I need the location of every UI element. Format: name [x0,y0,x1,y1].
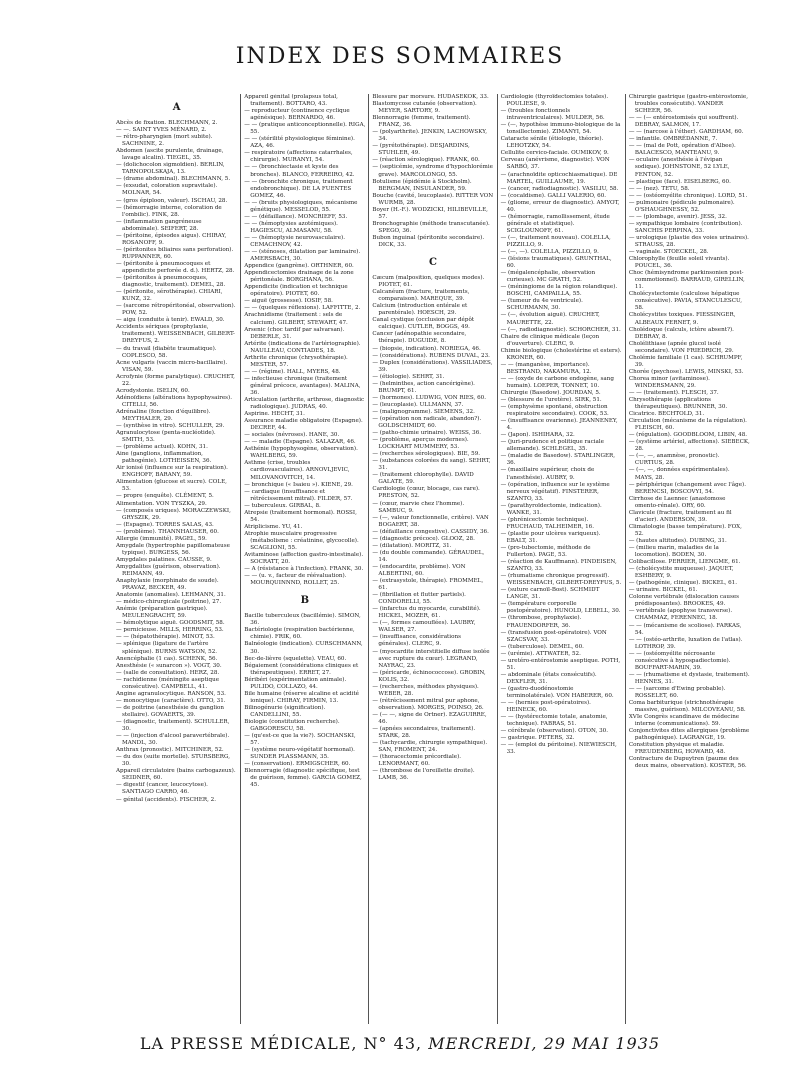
index-entry: — (thrombose, prophylaxie). FRAUENDORFER, 36. [500,615,582,629]
index-entry: — (recherches, méthodes physiques). WEBER, 28. [372,683,479,697]
index-entry: Canal cystique (occlusion par dépôt calcique). CUTLER, BOGGS, 49. [372,317,475,331]
index-entry: — — (plombage, avenir). JESS, 32. [628,213,727,220]
index-entry: — vertébrale (apophyse transverse). CHAMMAZ, FERENNEC, 18. [628,608,733,622]
index-entry: Chrysothérapie (applications thérapeutiques). BRUNNER, 30. [628,397,728,411]
index-entry: — — (manganèse, importance). BESTRAND, NAKAMURA, 12. [500,361,592,375]
index-entry: — hémolytique aiguë. GOODSMIT, 58. [116,620,225,627]
index-entry: Climatologie (basse température). FOX, 52. [628,523,742,537]
index-entry: — reproducteur (continence cyclique agénésique). BERNARDO, 46. [244,108,350,122]
index-entry: — digestif (cancer, leucocytose). SANTIAGO CARRO, 46. [116,782,208,796]
index-entry: — (opération non radicale, abandon?). GOLDSCHMIDT, 60. [372,415,482,430]
index-entry: Clavicule (fracture, traitement au fil d'acier). ANDERSON, 39. [628,509,732,523]
index-entry: — (pyrétothérapie). DESJARDINS, STUHLER, 49. [372,143,470,157]
index-entry: Cataracte sénile (étiologie, théorie). LEHOTZKY, 54. [500,136,604,150]
index-column [240,94,368,1024]
index-entry: — urologique (plastie des voies urinaires). STRAUSS, 28. [628,234,749,248]
index-entry: Alimentation. VON TYSZKA, 29. [116,500,207,507]
index-entry: — génital (accidents). FISCHER, 2. [116,796,216,803]
index-entry: — du travail (diabète traumatique). COPLESCO, 58. [116,345,217,359]
index-entry: — splénique (ligature de l'artère splénique). BURNS WATSON, 52. [116,641,218,655]
index-entry: — plastique (face). EISELBERG, 60. [628,178,731,185]
index-entry: — abdominale (états consécutifs). DEXFLER, 31. [500,671,597,685]
index-entry: — urinaire. BICKEL, 61. [628,587,698,594]
index-entry: — (—, valeur fonctionnelle, critère). VAN BOGAERT, 38. [372,514,489,528]
index-entry: — (hémorragie, ramollissement, étude générale et statistique). SCIGLOUNOFF, 61. [500,213,610,234]
index-entry: Arthrite chronique (chrysothérapie). MESTER, 57. [244,354,348,368]
index-entry: Anémie (préparation gastrique). MEULENGRACHT, 59. [116,606,208,620]
index-entry: — (phrénicectomie technique). FRUCHAUD, TALHEIMER, 16. [500,516,594,530]
index-entry: Cholémie familiale (1 cas). SCHRUMPF, 39. [628,354,743,368]
index-entry: — (—, évolution aiguë). CRUCHET, MAURETTE, 22. [500,312,600,326]
index-entry: — (tumeur du 4e ventricule). SCHURMANN, 30. [500,298,583,312]
index-entry: — (juri-prudence et politique raciale allemande). SCHLEGEL, 35. [500,439,604,453]
index-entry: Contracture de Dupuytren (paume des deux mains, observation). KOSTER, 56. [628,756,747,770]
index-entry: — (système neuro-végétatif hormonal). SUNDER PLASSMANN, 35. [244,747,355,761]
index-entry: — (blessure de l'uretère). SIRK, 51. [500,397,602,404]
index-entry: — (cancer, radiodiagnostic). VASILIU, 58. [500,185,619,192]
index-entry: Appendicectomies drainage de la zone péritonéale. BORGHANA, 56. [244,270,354,284]
index-entry: — — maladie (Espagne). SALAZAR, 46. [244,439,356,446]
index-entry: XVIe Congrès scandinave de médecine interne (communications). 59. [628,714,740,728]
page-title: INDEX DES SOMMAIRES [235,44,565,69]
index-entry: Botulisme (épidémie à Stockholm). BERGMAN, INSULANDER, 59. [372,178,472,192]
index-entry: Abcès de fixation. BLECHMANN, 2. [116,120,218,126]
index-entry: Colonne vertébrale (dislocation causes prédisposantes). BROOKES, 49. [628,594,740,608]
index-entry: — — (bronchite chronique, traitement endobronchique). DE LA FUENTES GOMEZ, 46. [244,178,353,199]
index-entry: — (—, —). COLELLA, PIZZILLO, 9. [500,249,599,256]
footer-date: MERCREDI, 29 MAI 1935 [428,1034,661,1053]
index-entry: — (gliome, erreur de diagnostic). AMYOT, 40. [500,199,620,213]
index-entry: Cæcum (malposition, quelques modes). PIOTET, 61. [372,275,485,289]
index-entry: — — (ostéo-arthrite, luxation de l'atlas). LOTHROP, 39. [628,636,743,650]
index-entry: Blastomycose cutanée (observation). MEYER, SARTORY, 9. [372,101,477,115]
index-entry: Allergie (immunité). PAGEL, 59. [116,535,207,542]
index-entry: — A (résistance à l'infection). FRANK, 30. [244,566,364,573]
index-entry: — tuberculeux. GIRBAL, 8. [244,502,321,509]
index-entry: — aigu (conduite à tenir). EWALD, 30. [116,317,225,324]
index-entry: — (septicémie, syndrome d'hypochlorémie grave). MARCOLONGO, 55. [372,164,493,178]
index-entry: Alimentation (glucose et sucre). COLE, 53. [116,479,227,493]
index-column [368,94,496,1024]
index-entry: — (hémorragie interne, coloration de l'ombilic). FINK, 28. [116,204,222,218]
index-entry: — (thoracectomie précordiale). LENORMANT, 60. [372,754,462,768]
index-entry: — — (nez). TETU, 58. [628,185,690,192]
index-entry: Cardiologie (cœur, blocage, cas rare). PRESTON, 52. [372,486,480,500]
index-entry: — infectieuse chronique (traitement général précoce, avantages). MALINA, 36. [244,375,361,396]
index-entry: — (tuberculose). DEMEL, 60. [500,643,584,650]
index-entry: — (inflammation gangréneuse abdominale). SEIFERT, 28. [116,218,202,232]
index-entry: — cérébrale (observation). OTON, 30. [500,728,608,735]
index-entry: Artérite (indications de l'artériographie). NAULLEAU, CONTIADES, 18. [244,340,361,354]
index-entry: — gastrique. PETERS, 32. [500,735,575,742]
index-entry: Calcanéum (fracture, traitements, comparaison). MAREQUE, 39. [372,289,470,303]
index-entry: — (suture carnoïl-Bost). SCHMIDT LANGE, 31. [500,587,600,601]
index-column [625,94,753,1024]
index-entry: — (péritoine, épisodes aigus). CHIRAY, ROSANOFF, 9. [116,232,227,246]
index-entry: Acrodystonie. ISELIN, 60. [116,387,190,394]
index-entry: — (composés uriques). MORACZEWSKI, GRYSZIK, 29. [116,507,231,521]
index-entry: Choc (hémisyndrome parkinsonien post-commotionnel). BARRAUD, GIRELLIN, 11. [628,270,745,291]
index-entry: — (péricarde, échinococcose). GROBIN, KOLIS, 32. [372,669,486,683]
index-entry: — —. SAINT YVES MÉNARD, 2. [116,127,207,134]
index-entry: Accidents sériques (prophylaxie, traitement). WEISSENBACH, GILBERT-DREYFUS, 2. [116,324,235,345]
index-entry: — (maladie de Basedow). STARLINGER, 36. [500,453,616,467]
index-entry: — (régulation). GOODBLOOM, LIBIN, 48. [628,432,748,439]
index-entry: — — (injection d'alcool paravertébrale). MANDL, 30. [116,733,230,747]
index-entry: Bactériologie (respiration bactérienne, chimie). FRIK, 60. [244,627,355,641]
index-entry: — (traitement chlorophylle). DAVID GALATE, 59. [372,472,474,486]
index-entry: — sociales (névroses). HANE, 30. [244,432,340,439]
index-entry: — (température corporelle postopératoire). HUNOLD, LEBELL, 30. [500,601,621,615]
index-entry: — (—, formes camouflées). LAUBRY, WALSER, 27. [372,620,476,634]
index-entry: Anatomie (anomalies). LEHMANN, 31. [116,592,226,599]
index-entry: — (péritonite, sérothérapie). CHIARI, KUNZ, 32. [116,289,223,303]
index-entry: Chirurgie (Basedow). JOURDAN, 5. [500,389,601,396]
index-entry: Air ionisé (influence sur la respiration). ENGHOFF, BARANY, 59. [116,465,228,479]
index-entry: Amygdale (hypertrophie papillomateuse typique). BURGESS, 56. [116,542,230,556]
index-entry: — (dolichocolon sigmoïdien). BERLIN, TARNOPOLSKAJA, 13. [116,162,225,176]
index-entry: — — (oxyde de carbone endogène, sang humain). LOEPER, TONNET, 10. [500,375,614,389]
index-entry: — rachidienne (méningite aseptique consécutive). CAMPBELL, 41. [116,676,220,690]
index-entry: — — (hépatothérapie). MINOT, 53. [116,634,215,641]
index-entry: — (tachycardie, chirurgie sympathique). SAN, FROMENT, 24. [372,740,488,754]
index-entry: — (thrombose de l'oreillette droite). LAMB, 36. [372,768,475,782]
index-entry: Bégaiement (considérations cliniques et thérapeutiques). ERRET, 27. [244,662,359,676]
index-entry: Blessure par morsure. HUDASEKOK, 33. [372,94,489,100]
index-entry: — (sarcome rétropéritonéal, observation). POW, 52. [116,303,236,317]
index-entry: Acrofynie (forme paralytique). CRUCHET, 22. [116,373,235,387]
index-entry: Cicatrice. BECHTOLD, 31. [628,411,705,418]
index-entry: — — (ostéomyélite nécrosante consécutive à hypospadiectomie). BOUFFART-MARIN, 39. [628,650,731,671]
index-entry: — (malignogramme). SIEMENS, 32. [372,408,475,415]
index-entry: — (péritonites biliaires sans perforation). RUPPANNER, 60. [116,246,234,260]
index-entry: — (troubles fonctionnels intraventriculaires). MULDER, 56. [500,108,605,122]
index-entry: — (Japon). ISHIHARA, 32. [500,432,575,439]
index-entry: — monocytique (caractère). OTTO, 31. [116,697,226,704]
index-entry: Bronchographie (méthode transcutanée). SPEGO, 36. [372,220,490,234]
index-entry: — (rétrécissement mitral pur aphone, observation). MORGES, POINSO, 26. [372,697,484,711]
index-entry: — (hormones). LUDWIG, VON RIES, 60. [372,394,486,401]
index-entry: — — (rhumatisme et dystasie, traitement). HENNES, 31. [628,671,750,685]
index-entry: — (qu'est-ce que la vie?). SOCHANSKI, 57. [244,733,356,747]
index-entry: — (diagnostic, traitement). SCHULLER, 30. [116,718,230,733]
index-entry: — (pathogénie, clinique). BICKEL, 61. [628,580,738,587]
index-entry: Cholédoque (calculs, ictère absent?). DEBRAY, 8. [628,326,734,340]
index-entry: Cholécystites toxiques. FIESSINGER, ALBEAUX FERNET, 9. [628,312,736,326]
index-entry: — infantile. OMBRÉDANNE, 7. [628,136,718,143]
index-entry: Avitaminose (affection gastro-intestinale). SOCRATT, 20. [244,552,364,566]
index-entry: Bile humaine (réserve alcaline et acidité ionique). CHIRAY, FIRMIN, 13. [244,690,359,704]
index-entry: — — (hémoptysies azotémiques). HAGIESCU, ALMASANU, 58. [244,220,338,234]
index-columns [113,94,753,1024]
index-entry: — (extrasystole, thérapie). FROMMEL, 61. [372,578,484,592]
index-entry: — médico-chirurgicale (poitrine), 27. [116,599,222,606]
index-entry: Amygdalites (guérison, observation). REIMANN, 49. [116,563,221,577]
section-letter: C [429,257,437,269]
index-column [497,94,625,1024]
index-entry: Calcium (introduction entérale et parentérale). HOESCH, 29. [372,303,468,317]
index-entry: — (cholécystite muqueuse). JAQUET, ESHBERY, 9. [628,566,734,580]
index-entry: — (péritonites à pneumocoques, diagnostic, traitement). DEMEL, 28. [116,275,226,289]
index-entry: — (—, traitement nouveau). COLELLA, PIZZILLO, 9. [500,234,611,248]
index-entry: — — (ostéomyélite chronique). LORD, 51. [628,192,748,199]
index-entry: — (endocardite, problème). VON ALBERTINI, 60. [372,563,466,577]
index-entry: Adénoïdiens (altérations hypophysaires). CITELLI, 56. [116,394,233,408]
index-entry: — (pro-tubectomie, méthode de Fullerton). PAGE, 53. [500,545,591,559]
index-entry: Chaire de clinique médicale (leçon d'ouverture). CLERC, 9. [500,333,600,347]
index-entry: — uretéro-entérostomie aseptique. POTH, 51. [500,657,621,671]
index-entry: Chlorophylle (feuille soleil vivants). POUCEL, 36. [628,256,730,270]
index-entry: — (myocardite interstitielle diffuse isolée avec rupture du cœur). LEGRAND, NAYRAC, 23. [372,648,490,669]
index-entry: — — (u. v., facteur de réévaluation). MOURQUINNND, ROLLET, 25. [244,573,347,587]
index-entry: — aiguë (grossesse). IOSIF, 58. [244,298,333,305]
index-entry: — (Espagne). TORRES SALAS, 43. [116,521,214,528]
index-entry: Bilinogénurie (signification). CANDELLINI, 55. [244,704,326,718]
index-entry: — propre (enquête). CLÉMENT, 5. [116,493,214,500]
index-entry: Anaphylaxie (morphinate de soude). PRAVAZ, BECKER, 49. [116,578,219,592]
index-entry: — — (défaillance). MONCRIEFF, 53. [244,213,348,220]
index-entry: — (cocaïdisme). GALLI VALERIO, 60. [500,192,607,199]
index-entry: Adrénaline (fonction d'équilibre). MEYTHALER, 29. [116,408,211,422]
section-letter: B [300,595,310,607]
index-entry: — — (pratique anticonceptionnelle). RIGA, 55. [244,122,366,136]
index-entry: Appendice (gangrène). ORTHNER, 60. [244,263,354,270]
index-entry: — (hautes altitudes). DUBING, 31. [628,537,727,544]
index-entry: — (polyarthrite). JENKIN, LACHOWSKY, 34. [372,129,488,143]
index-entry: Assurance maladie obligatoire (Espagne). DECREF, 44. [244,418,363,432]
index-entry: — périphérique (changement avec l'âge). BERENCSI, BOSCOVYI, 54. [628,481,746,495]
index-entry: — (patho-chimie urinaire). WEISS, 36. [372,430,482,437]
index-entry: — (lésions traumatiques). GRUNTHAL, 60. [500,256,612,270]
index-entry: — cardiaque (insuffisance et rétrécissement mitral). FILDER, 57. [244,488,353,502]
index-entry: Cholélithiase (apnée glucol isolé secondaire). VON FRIEDRICH, 29. [628,340,734,354]
index-entry: Anesthésie (« sunarcon »). VOGT, 30. [116,662,222,669]
index-entry: — (parathyroïdectomie, indication). WANKE, 31. [500,502,602,516]
index-entry: — (méningiome de la région rolandique). BOSCHI, CAMPAILLA, 55. [500,284,618,298]
index-entry: Chirurgie gastrique (gastro-entérostomie, troubles consécutifs). VANDER SCHEER, 56. [628,94,748,115]
index-entry: Angine agranulocytique. RANSON, 53. [116,690,226,697]
index-entry: — (apnées secondaires, traitement). STARK, 28. [372,726,476,740]
index-entry: — (—, radiodiagnostic). SCHORCHER, 31. [500,326,621,333]
index-entry: — — (bronchiectasie et kyste des bronches). BLANCO, FERREIRO, 42. [244,164,355,178]
index-entry: Chorea minor (avitaminose). WINDERSMANN, 29. [628,375,710,389]
footer-journal: LA PRESSE MÉDICALE, N° 43, [139,1034,423,1053]
index-entry: — Duplex (considérations). VASSILIADES, 39. [372,359,493,373]
index-entry: Bouche (cavité, leucoplasie). RITTER VON WURMB, 28. [372,192,494,206]
index-entry: — — (mal de Pott, opération d'Albee). BALACESCO, MANTEANU, 9. [628,143,736,157]
index-entry: Arachnidisme (traitement : sels de calcium). GILBERT, STEWART, 47. [244,312,348,326]
index-entry: — (problème actuel). KOHN, 31. [116,444,208,451]
index-entry: — (maxillaire supérieur, choix de l'anesthésie). AUBRY, 9. [500,467,595,481]
index-entry: Acne vulgaris (vaccin micro-bacillaire). VISAN, 59. [116,359,228,373]
index-entry: — (gros épiploon, valeur). ISCHAU, 28. [116,197,228,204]
index-entry: Blennorragie (femme, traitement). FRANZ, 36. [372,115,471,129]
index-entry: — — (sténoses, dilatation par laminaire). AMERSBACH, 30. [244,249,361,263]
page-footer [0,1034,800,1053]
index-entry: Aine (ganglions, inflammation, pathogénie). LOTHEISSEN, 36. [116,451,212,465]
index-entry: Atrophie musculaire progressive (métabolisme : créatinine, glycocolle). SCAGLIONI, 55. [244,530,359,551]
index-entry: Cholécystectomie (calculose hépatique consécutive). PAVIA, STANCULESCU, 58. [628,291,743,312]
index-entry: Boyer (H.-F.). WODZICKI, HILIBEVILLE, 57. [372,206,488,220]
index-entry: — (défaillance congestive). CASSIDY, 36. [372,528,489,535]
index-entry: Asthénie (hypophysogène, observation). WAHLBERG, 59. [244,446,358,460]
index-entry: Balnéologie (indication). CURSCHMANN, 30. [244,641,363,655]
index-entry: Chimie biologique (cholestérine et esters). KRONER, 60. [500,347,622,361]
index-entry: Anthrax (pronostic). MITCHINER, 52. [116,747,224,754]
index-entry: — bronchique (« Isaieu »). KIENE, 29. [244,481,353,488]
index-entry: — (système artériel, affections). SIEBECK, 28. [628,439,750,453]
index-entry: Colibacillose. PERRIER, LIENGME, 61. [628,559,741,566]
index-entry: — — (régime). HALL, MYERS, 48. [244,368,341,375]
index-entry: Bacille tuberculeux (bacillémie). SIMON, 36. [244,613,361,627]
index-entry: Cancer (adénopathie secondaire, thérapie). DUGUIDE, 8. [372,331,467,345]
index-entry: Asthme (crise, troubles cardiovasculaires). ARNOVLJEVIC, MILOVANOVITCH, 14. [244,460,350,481]
index-entry: — (fibrillation et flutter partiels). CONDORELLI, 55. [372,592,466,606]
index-entry: — (— —, signe de Ortner). EZAGUIRRE, 46. [372,711,487,725]
index-entry: — respiratoire (affections catarrhales, chirurgie). MURANYI, 54. [244,150,353,164]
index-entry: Coma barbiturique (strichnothérapie massive, guérison). MILCOVEANU, 58. [628,700,746,714]
index-entry: — — (hémoptysie neurovasculaire). CEMACHNOV, 42. [244,234,345,248]
index-column [113,94,240,1024]
index-entry: Agranulocytose (penta-nucléotide). SMITH, 53. [116,430,216,444]
index-entry: Abdomen (ascite purulente, drainage, lavage alcalin). TIEGEL, 35. [116,148,224,162]
index-entry: — (insuffisance, considérations générales). CLERC, 9. [372,634,461,648]
index-entry: — (opération, influence sur le système nerveux végétatif). FINSTERER, SZANTO, 33. [500,481,610,502]
index-entry: Appareil circulatoire (bains carbogazeux). SEIDNER, 60. [116,768,236,782]
index-entry: — (urémie). ATTWATER, 52. [500,650,581,657]
index-entry: Aspirine. HECHT, 31. [244,411,305,418]
index-entry: — — (— entérostomisés qui souffrent). DEBRAY, SALMON, 17. [628,115,739,129]
index-entry: — (transfusion post-opératoire). VON SZACSVAY, 33. [500,629,607,643]
index-entry: Biologie (constitution recherche). GABGORESCU, 58. [244,718,340,733]
index-entry: — (—, hypothèse immuno-biologique de la tonsillectomie). ZIMANYI, 54. [500,122,621,136]
index-entry: Anencéphalie (1 cas). SCHENK, 56. [116,655,218,662]
index-entry: — (—, —, données expérimentales). MAYS, 28. [628,467,730,481]
index-entry: — — (mécanisme de scoliose). FARKAS, 54. [628,622,742,636]
index-entry: — (étiologie). SEHRT, 31. [372,373,445,380]
index-entry: — (du double commande). GÉRAUDEL, 14. [372,549,485,563]
index-entry: — rétro-pharyngien (mort subite). SACHNINE, 2. [116,134,213,148]
index-entry: — sympathique lombaire (contribution). SANCHIS PERPINA, 33. [628,220,743,234]
index-entry: — (péritonite à pneumocoques et appendicite perforée d. d.). HERTZ, 28. [116,260,235,274]
index-entry: Bec-de-lièvre (squelette). VEAU, 60. [244,655,347,662]
index-entry: — (drame abdominal). BLECHMANN, 5. [116,176,231,183]
index-entry: — (infarctus du myocarde, curabilité). HICKEL, MOZER, 61. [372,606,481,620]
index-entry: Cerveau (anévrisme, diagnostic). VON SARBÓ, 37. [500,157,610,171]
index-entry: — (—, —, anamnèse, pronostic). CURTIUS, 28. [628,453,720,467]
index-entry: Appendicite (indication et technique opératoire). PIOTET, 60. [244,284,348,298]
index-entry: — (considérations). RUBENS DUVAL, 23. [372,352,490,359]
section-letter: A [172,102,181,113]
index-entry: — — (hystérectomie totale, anatomie, technique). FABRAS, 51. [500,714,608,728]
index-entry: Bubon inguinal (péritonite secondaire). DICK, 33. [372,234,485,248]
index-entry: — de poitrine (anesthésie du ganglion stellaire). GOVAERTS, 39. [116,704,224,718]
index-entry: — (exsudat, coloration supravitale). MOLNAR, 54. [116,183,218,197]
index-entry: — (conservation). ERMIGSCHER, 60. [244,761,351,768]
index-entry: — (substances colorées du sang). SEHRT, 31. [372,458,491,472]
index-entry: — (synthèse in vitro). SCHULLER, 29. [116,423,225,430]
index-entry: — — (emploi du péritoine). NIEWIESCH, 33. [500,742,617,756]
index-entry: Cardiologie (thyroïdectomies totales). POULIESE, 9. [500,94,609,108]
index-entry: — (dilatation). MORITZ, 31. [372,542,452,549]
index-entry: Atrepsie (traitement hormonal). ROSSI, 54. [244,509,357,523]
index-entry: — (problème). THANNHAUSER, 60. [116,528,219,535]
index-entry: Arsenic (choc tardif par salvarsan). DEBERLE, 31. [244,326,345,340]
index-entry: — (recherches sérologiques). BIE, 59. [372,451,481,458]
index-entry: — — (sarcome d'Ewing probable). ROSSELET, 60. [628,685,726,699]
index-entry: Atriplicisme. YU, 41. [244,523,303,530]
index-entry: — (diagnostic précoce). GLOOZ, 28. [372,535,475,542]
index-entry: — (réaction de Kauffmann). FINDEISEN, SZANTO, 33. [500,559,617,573]
index-entry: — (emphysème spontané, obstruction respiratoire secondaire). COOK, 53. [500,404,609,418]
index-entry: — (mégalencéphalie, observation curieuse). MC GRATH, 52. [500,270,596,284]
index-entry: — — (quelques réflexions). LAFFITTE, 2. [244,305,361,312]
index-entry: — (rhumatisme chronique progressif). WEISSENBACH, GILBERT-DREYFUS, 5. [500,573,622,587]
index-entry: Chorée (psychose). LEWIS, MINSKI, 53. [628,368,744,375]
index-entry: Cirrhose de Laennec (anastomose omento-rénale). ORY, 60. [628,495,726,509]
index-entry: — (helminthes, action cancérigène). BRUMPT, 61. [372,380,475,394]
index-entry: — — (stérilité physiologique féminine). AZA, 46. [244,136,355,150]
index-entry: Béribéri (expérimentation animale). PULIDO, COLLAZO, 44. [244,676,347,690]
index-entry: Articulation (arthrite, arthrose, diagnostic radiologique). JUDRAS, 40. [244,397,365,411]
index-entry: — (leucoplasie). ULLMANN, 37. [372,401,464,408]
index-entry: — (biopsie, indication). NORIEGA, 46. [372,345,481,352]
index-entry: — vaginale. STOECKEL, 28. [628,249,709,256]
index-entry: Amygdales palatines. CAUSSE, 9. [116,556,212,563]
index-entry: — pulmonaire (pédicule pulmonaire). O'SHAUGHNESSY, 52. [628,199,735,213]
index-entry: — (problème, aperçus modernes). LOCKHART MUMMERY, 53. [372,437,469,451]
index-entry: Appareil génital (prolapsus total, traitement). BOTTARO, 43. [244,94,338,108]
index-entry: — (cœur, marvie chez l'homme). SAMBUC, 9. [372,500,465,514]
index-entry: — — (hernies post-opératoires). HEINECK, 60. [500,700,591,714]
index-entry: — (insuffisance ovarienne). JEANNENEY, 4. [500,418,618,432]
index-entry: Constitution physique et maladie. FREUDENBERG, HOWARD, 48. [628,742,726,756]
index-entry: Conjonctivites dites allergiques (problème pathogénique). LAGRANGE, 19. [628,728,750,742]
index-entry: — du dos (suite mortelle). STURSBERG, 30. [116,754,231,768]
index-entry: — — (traitement). FLESCH, 37. [628,389,719,396]
index-entry: — — (bruits physiologiques, mécanisme génétique). MESSELOD, 55. [244,199,358,213]
index-entry: — oculaire (anesthésie à l'évipan sodique). JOHNSTONE, 52 LYLE, FENTON, 52. [628,157,730,178]
index-entry: Circulation (mécanisme de la régulation). FLEISCH, 60. [628,418,747,432]
index-entry: — (milieu marin, maladies de la locomotion). BODEN, 30. [628,545,719,559]
index-entry: — (gastro-duodénostomie terminolatérale). VON HABERER, 60. [500,685,614,699]
index-entry: Cellulite cervico-faciale. OUMIKOV, 9. [500,150,609,157]
index-entry: — (arachnoïdite opticochiasmatique). DE MARTEL, GUILLAUME, 19. [500,171,618,185]
index-entry: — — (narcose à l'éther). GARDHAM, 60. [628,129,744,136]
index-entry: — (salle de consultation). HERZ, 28. [116,669,220,676]
index-entry: — (plastie pour ulcères variqueux). EBALT, 31. [500,530,601,544]
index-entry: — pernicieuse. MILLS, HERRING, 53. [116,627,224,634]
index-entry: — (réaction sérologique). FRANK, 60. [372,157,480,164]
index-entry: Blennorragie (diagnostic spécifique, test de guérison, femme). GARCIA GOMEZ, 45. [244,768,362,789]
